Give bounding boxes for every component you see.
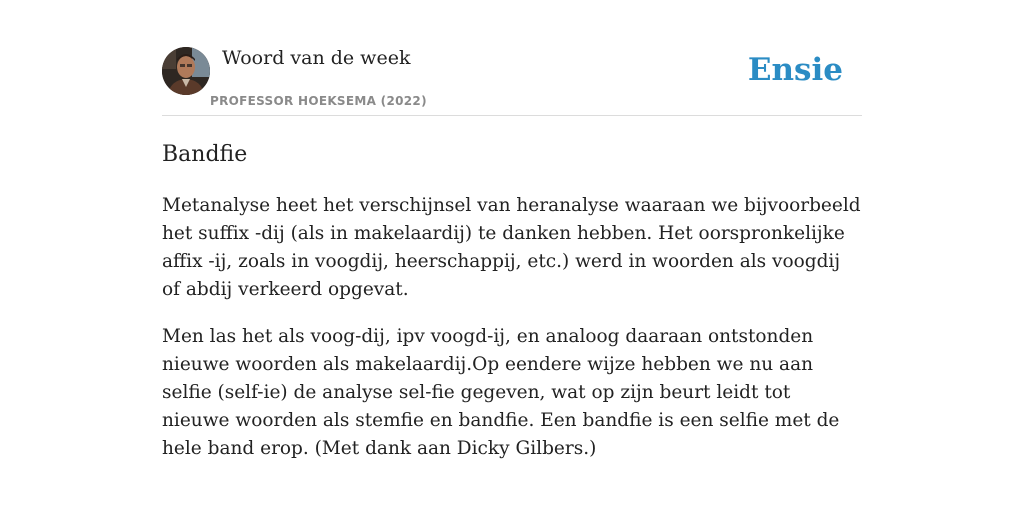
article-body — [162, 192, 862, 463]
author-name[interactable]: PROFESSOR HOEKSEMA (2022) — [210, 94, 427, 108]
article-title: Bandfie — [162, 142, 248, 167]
article-card — [162, 46, 862, 463]
avatar[interactable] — [162, 47, 210, 95]
author-photo-icon — [162, 47, 210, 95]
article-paragraph: Metanalyse heet het verschijnsel van heranalyse waaraan we bijvoorbeeld het suffix -dij (als in makelaardij) te danken hebben. Het oorspronkelijke affix -ij, zoals in voogdij, heerschappij, etc.) werd in woorden als voogdij of abdij verkeerd opgevat. — [162, 195, 861, 300]
article-paragraph: Men las het als voog-dij, ipv voogd-ij, en analoog daaraan ontstonden nieuwe woorden als makelaardij.Op eendere wijze hebben we nu aan selfie (self-ie) de analyse sel-fie gegeven, wat op zijn beurt leidt tot nieuwe woorden als stemfie en bandfie. Een bandfie is een selfie met de hele band erop. (Met dank aan Dicky Gilbers.) — [162, 326, 840, 459]
category-label[interactable]: Woord van de week — [222, 47, 411, 69]
article-header — [162, 46, 862, 116]
ensie-logo[interactable]: Ensie — [747, 52, 843, 88]
